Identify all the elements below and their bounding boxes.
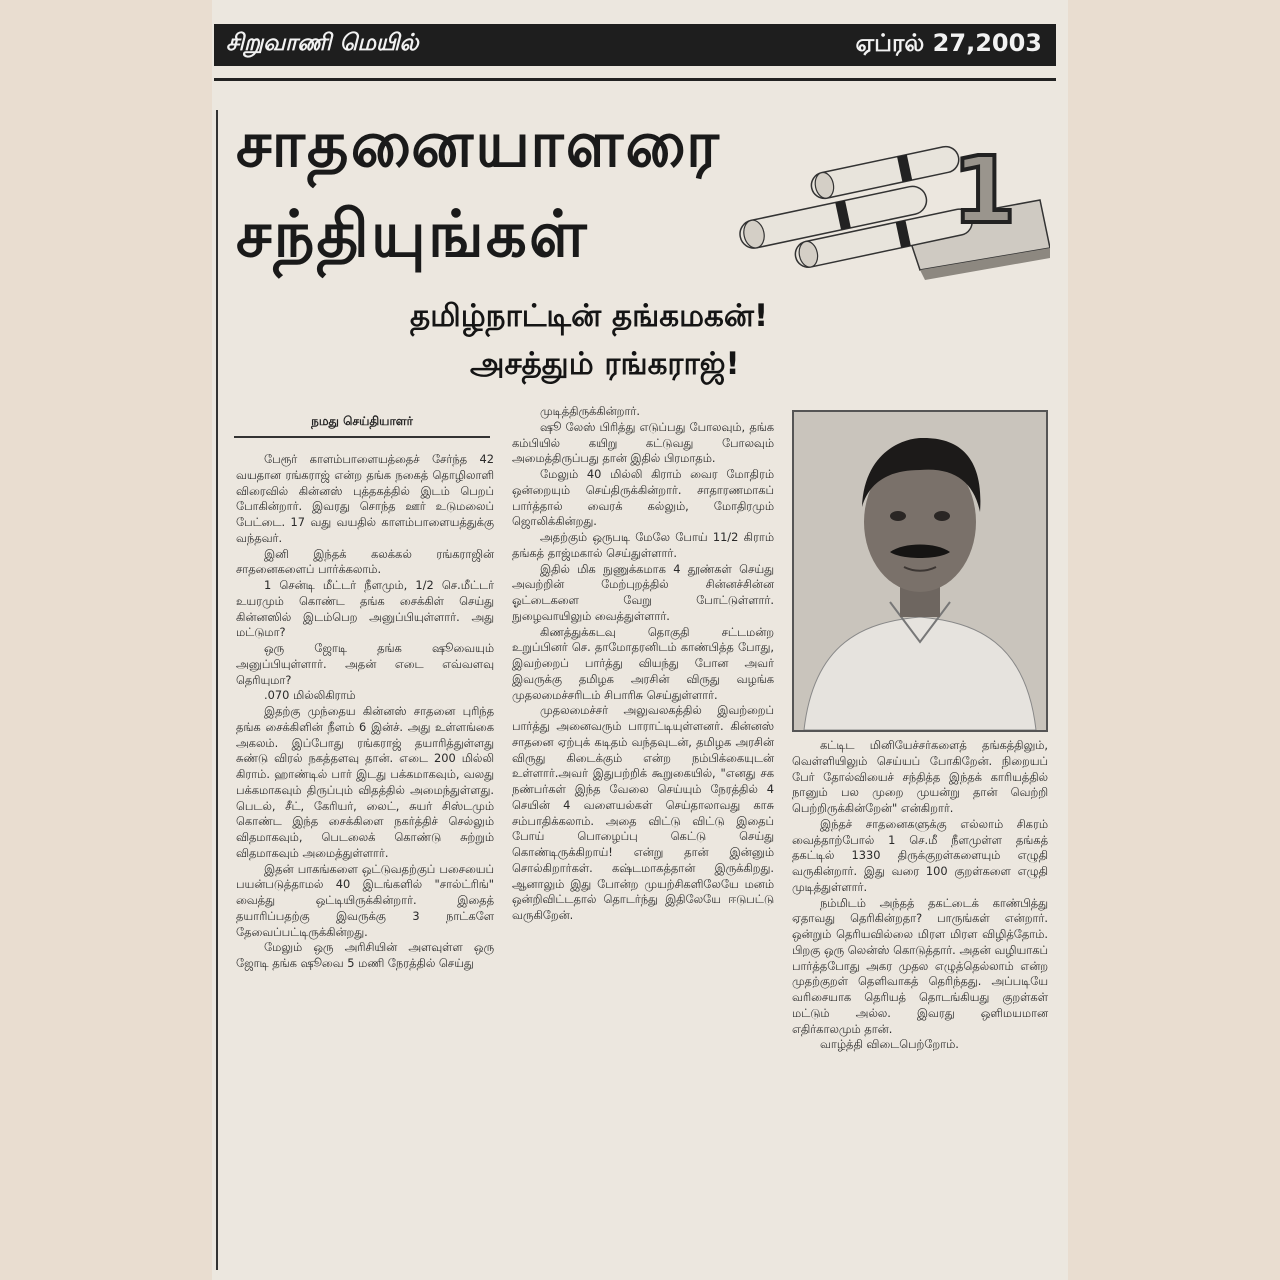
paragraph: ஒரு ஜோடி தங்க ஷூவையும் அனுப்பியுள்ளார். அதன் எடை எவ்வளவு தெரியுமா? [236, 641, 494, 687]
paragraph: .070 மில்லிகிராம் [264, 688, 356, 703]
paragraph: வாழ்த்தி விடைபெற்றோம். [820, 1037, 959, 1052]
paragraph: இனி இந்தக் கலக்கல் ரங்கராஜின் சாதனைகளைப் பார்க்கலாம். [236, 546, 494, 577]
article-column-3 [792, 738, 1048, 1053]
headline-line-1: சாதனையாளரை [236, 108, 721, 182]
paragraph: முதலமைச்சர் அலுவலகத்தில் இவற்றைப் பார்த்து அனைவரும் பாராட்டியுள்ளனர். கின்னஸ் சாதனை ஏற்புக் கடிதம் வந்தவுடன், தமிழக அரசின் விருது கிடைக்கும் என்ற நம்பிக்கையுடன் உள்ளார்.அவர் இதுபற்றிக் கூறுகையில், "எனது சக நண்பர்கள் இந்த வேலை செய்யும் நேரத்தில் 4 செயின் 4 வளையல்கள் செய்தாலாவது காசு சம்பாதிக்கலாம். அதை விட்டு விட்டு இதைப் போய் பொழைப்பு கெட்டு செய்து கொண்டிருக்கிறாய்! என்று தான் இன்னும் சொல்கிறார்கள். கஷ்டமாகத்தான் இருக்கிறது. ஆனாலும் இது போன்ற முயற்சிகளிலேயே மனம் ஒன்றிவிட்டதால் தொடர்ந்து இதிலேயே ஈடுபட்டு வருகிறேன். [512, 703, 774, 922]
byline: நமது செய்தியாளர் [311, 414, 413, 428]
trophy-scrolls-icon [720, 130, 1050, 280]
paragraph: கட்டிட மினியேச்சர்களைத் தங்கத்திலும், வெள்ளியிலும் செய்யப் போகிறேன். நிறையப் பேர் தோல்வியைச் சந்தித்த இந்தக் காரியத்தில் நானும் பல முறை முயன்று தான் வெற்றி பெற்றிருக்கின்றேன்" என்கிறார். [792, 738, 1048, 815]
paragraph: இந்தச் சாதனைகளுக்கு எல்லாம் சிகரம் வைத்தாற்போல் 1 செ.மீ நீளமுள்ள தங்கத் தகட்டில் 1330 திருக்குறள்களையும் எழுதி வருகின்றார். இது வரை 100 குறள்களை எழுதி முடித்துள்ளார். [792, 816, 1048, 894]
paragraph: முடித்திருக்கின்றார். [540, 404, 640, 418]
portrait-photo [792, 410, 1048, 732]
paragraph: நம்மிடம் அந்தத் தகட்டைக் காண்பித்து ஏதாவது தெரிகின்றதா? பாருங்கள் என்றார். ஒன்றும் தெரியவில்லை மிரள மிரள விழித்தோம். பிறகு ஒரு லென்ஸ் கொடுத்தார். அதன் வழியாகப் பார்த்தபோது அகர முதல எழுத்தெல்லாம் என்ற முதற்குறள் தெளிவாகத் தெரிந்தது. அப்படியே வரிசையாக தெரியத் தொடங்கியது குறள்கள் மட்டும் அல்ல. இவரது ஒளிமயமான எதிர்காலமும் தான். [792, 895, 1048, 1036]
byline-rule [234, 436, 490, 438]
portrait-icon [794, 412, 1046, 730]
paragraph: அதற்கும் ஒருபடி மேலே போய் 11/2 கிராம் தங்கத் தாஜ்மகால் செய்துள்ளார். [512, 530, 774, 560]
newspaper-clipping [212, 0, 1068, 1280]
paragraph: ஷூ லேஸ் பிரித்து எடுப்பது போலவும், தங்க கம்பியில் கயிறு கட்டுவது போலவும் அமைத்திருப்பது தான் இதில் பிரமாதம். [512, 419, 774, 466]
paragraph: இதற்கு முந்தைய கின்னஸ் சாதனை புரிந்த தங்க சைக்கிளின் நீளம் 6 இன்ச். அது உள்ளங்கை அகலம். இப்போது ரங்கராஜ் தயாரித்துள்ளது சுண்டு விரல் நகத்தளவு தான். எடை 200 மில்லி கிராம். ஹாண்டில் பார் இடது பக்கமாகவும், வலது பக்கமாகவும் திருப்பும் விதத்தில் அமைந்துள்ளது. பெடல், சீட், கேரியர், லைட், சுயர் சிஸ்டமும் கொண்ட இந்த சைக்கிளை நகர்த்திச் செல்லும் விதமாகவும், பெடலைக் கொண்டு சுற்றும் விதமாகவும் அமைத்துள்ளார். [236, 704, 494, 860]
emblem-number: 1 [952, 137, 1017, 244]
article-column-1 [236, 452, 494, 972]
paragraph: மேலும் ஒரு அரிசியின் அளவுள்ள ஒரு ஜோடி தங்க ஷூவை 5 மணி நேரத்தில் செய்து [236, 940, 494, 970]
masthead-bar [214, 24, 1056, 66]
publication-date: ஏப்ரல் 27,2003 [855, 29, 1042, 57]
masthead-rule [214, 78, 1056, 81]
article-column-2 [512, 404, 774, 924]
paragraph: இதன் பாகங்களை ஒட்டுவதற்குப் பசையைப் பயன்படுத்தாமல் 40 இடங்களில் "சால்ட்ரிங்" வைத்து ஒட்டியிருக்கின்றார். இதைத் தயாரிப்பதற்கு இவருக்கு 3 நாட்களே தேவைப்பட்டிருக்கின்றது. [236, 861, 494, 939]
left-column-rule [216, 110, 218, 1270]
subheadline-line-2: அசத்தும் ரங்கராஜ்! [470, 346, 740, 382]
paragraph: பேரூர் காளம்பாளையத்தைச் சேர்ந்த 42 வயதான ரங்கராஜ் என்ற தங்க நகைத் தொழிலாளி விரைவில் கின்னஸ் புத்தகத்தில் இடம் பெறப் போகின்றார். இவரது சொந்த ஊர் உடுமலைப் பேட்டை. 17 வது வயதில் காளம்பாளையத்துக்கு வந்தவர். [236, 452, 494, 545]
headline-line-2: சந்தியுங்கள் [236, 198, 589, 272]
newspaper-name: சிறுவாணி மெயில் [226, 30, 419, 56]
subheadline-line-1: தமிழ்நாட்டின் தங்கமகன்! [410, 298, 769, 334]
paragraph: மேலும் 40 மில்லி கிராம் வைர மோதிரம் ஒன்றையும் செய்திருக்கின்றார். சாதாரணமாகப் பார்த்தால் வைரக் கல்லும், மோதிரமும் ஜொலிக்கின்றது. [512, 467, 774, 529]
paragraph: கிணத்துக்கடவு தொகுதி சட்டமன்ற உறுப்பினர் செ. தாமோதரனிடம் காண்பித்த போது, இவற்றைப் பார்த்து வியந்து போன அவர் இவருக்கு தமிழக அரசின் விருது வழங்க முதலமைச்சரிடம் சிபாரிசு செய்துள்ளார். [512, 624, 774, 702]
paragraph: 1 சென்டி மீட்டர் நீளமும், 1/2 செ.மீட்டர் உயரமும் கொண்ட தங்க சைக்கிள் செய்து கின்னஸில் இடம்பெற அனுப்பியுள்ளார். அது மட்டுமா? [236, 578, 494, 640]
paragraph: இதில் மிக நுணுக்கமாக 4 தூண்கள் செய்து அவற்றின் மேற்புறத்தில் சின்னச்சின்ன ஓட்டைகளை வேறு போட்டுள்ளார். நுழைவாயிலும் வைத்துள்ளார். [512, 561, 774, 623]
